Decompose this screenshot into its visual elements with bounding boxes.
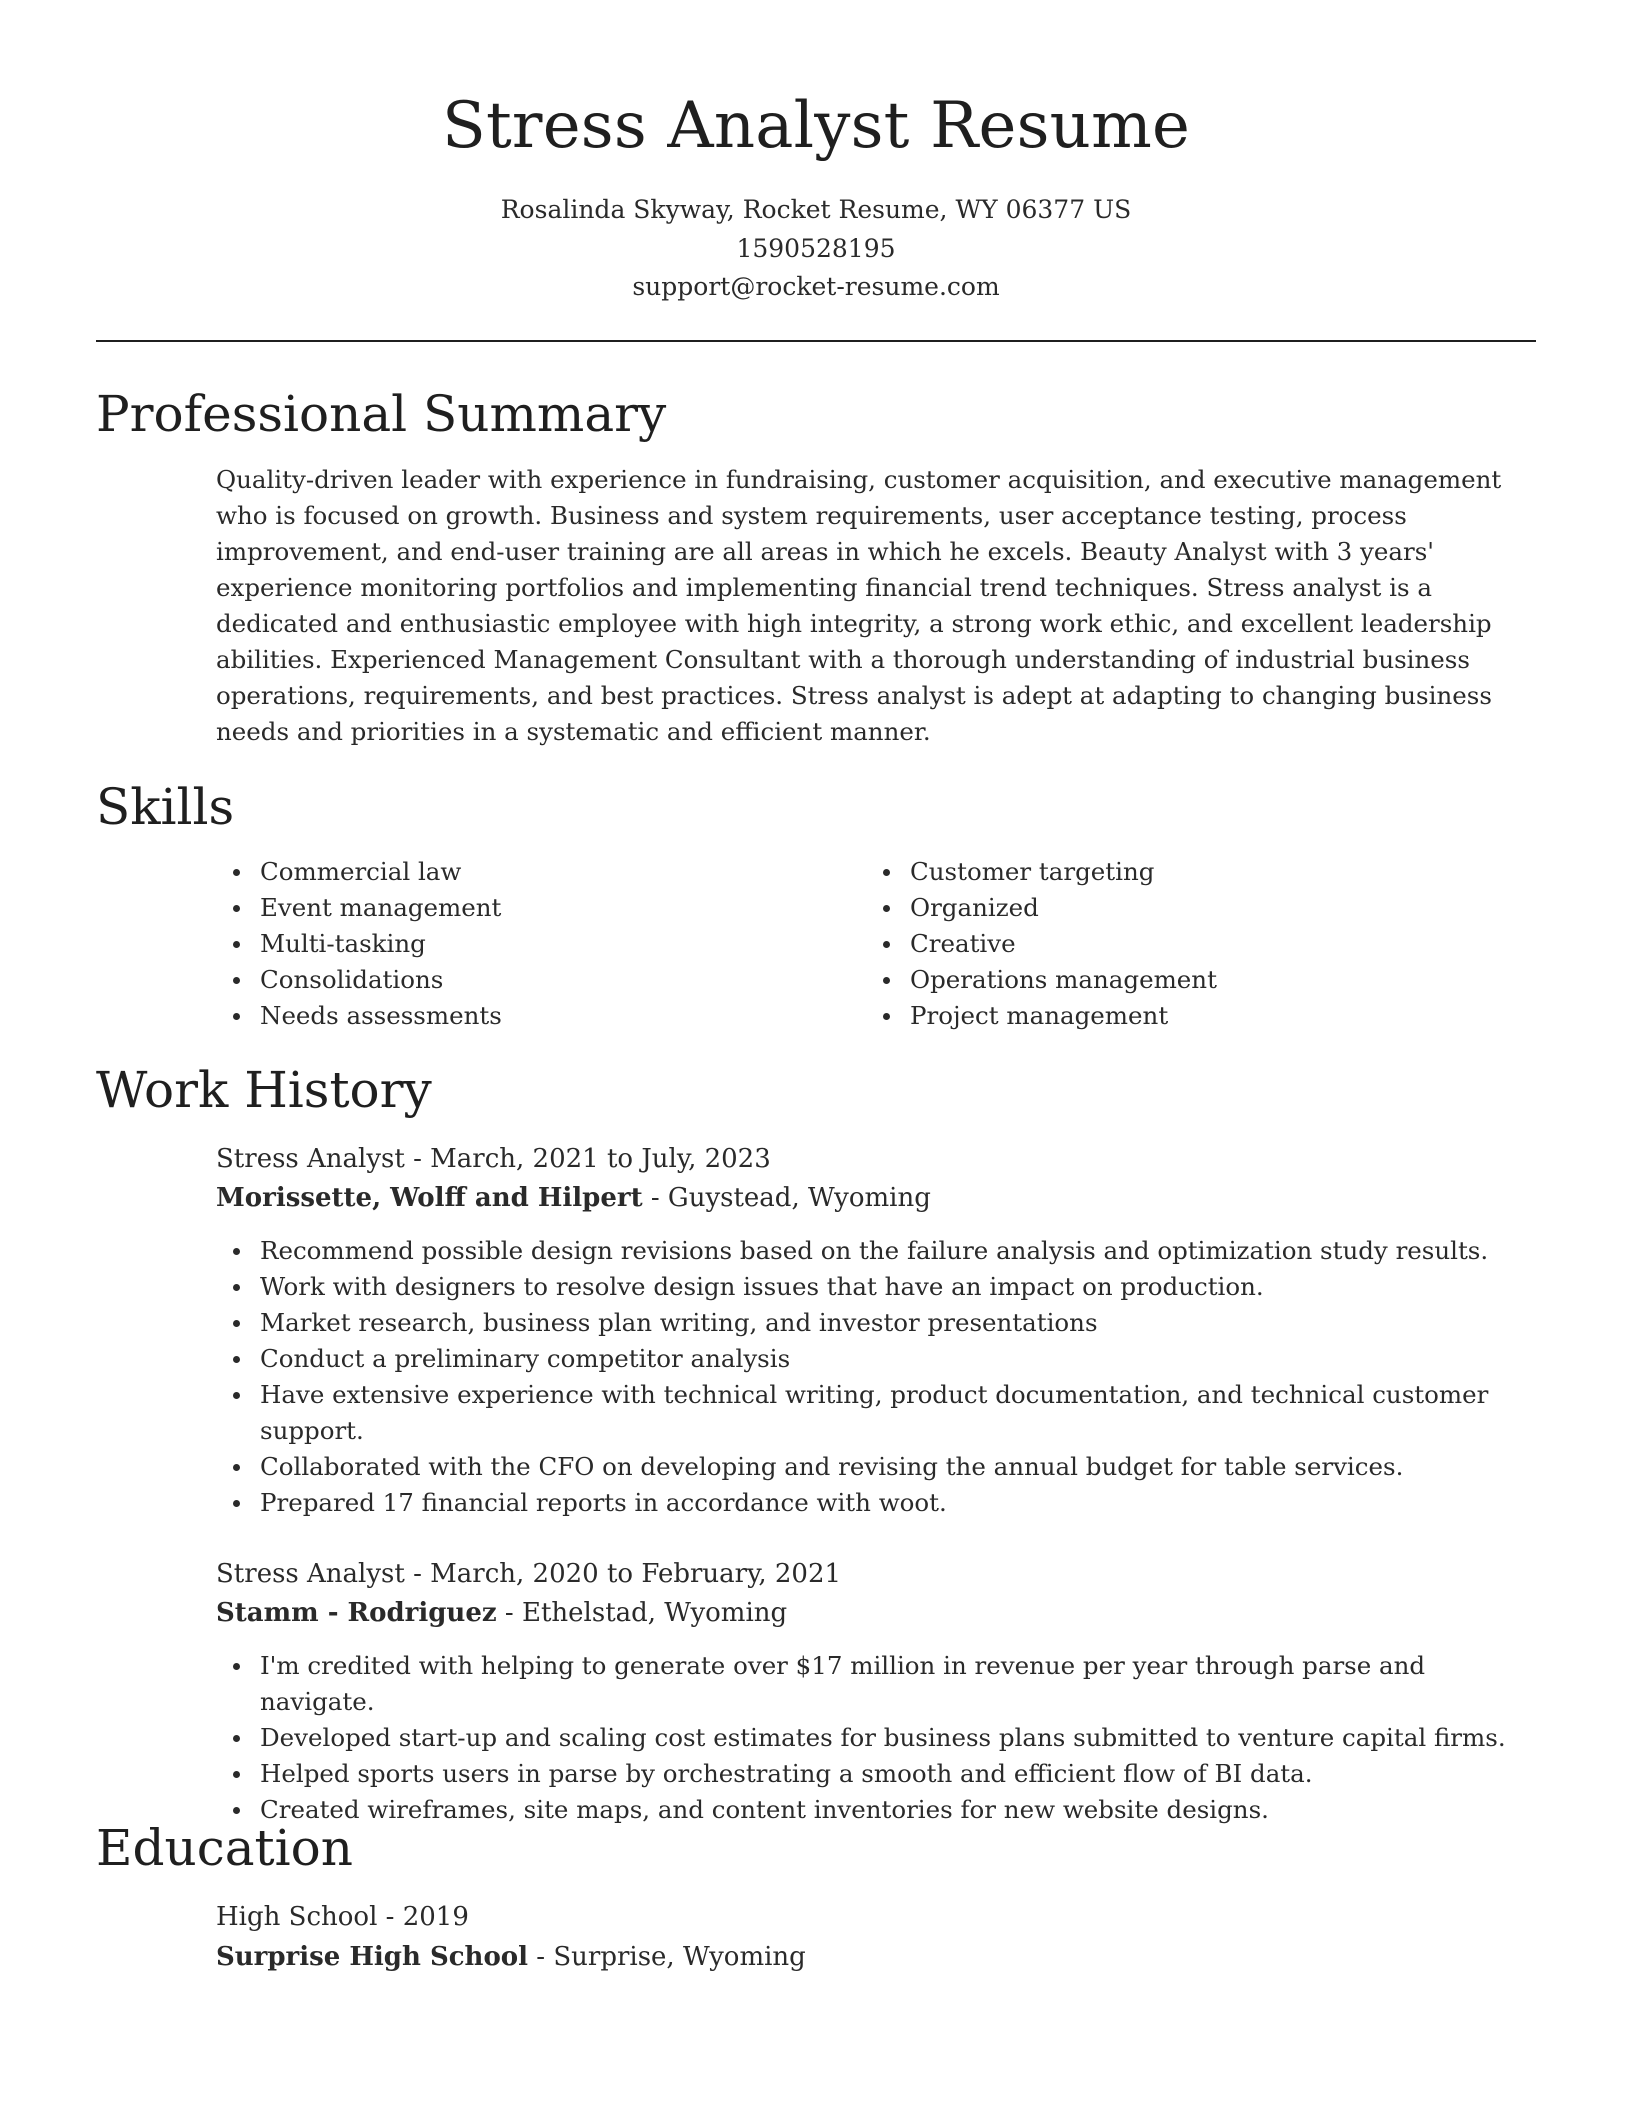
contact-phone: 1590528195 xyxy=(736,234,896,263)
job-company-line xyxy=(216,1594,787,1632)
job-bullet: Developed start-up and scaling cost estimates for business plans submitted to venture capital firms. xyxy=(216,1720,1536,1756)
job-title: Stress Analyst xyxy=(216,1559,405,1589)
job-company-line xyxy=(216,1179,931,1217)
job-bullets xyxy=(216,1233,1516,1521)
resume-title: Stress Analyst Resume xyxy=(441,89,1191,163)
skill-item: Creative xyxy=(866,926,1466,962)
job-bullet: Helped sports users in parse by orchestrating a smooth and efficient flow of BI data. xyxy=(216,1756,1536,1792)
job-title-line xyxy=(216,1140,771,1178)
skill-item: Needs assessments xyxy=(216,998,816,1034)
job-dates: - March, 2020 to February, 2021 xyxy=(404,1559,842,1589)
job-bullet: Created wireframes, site maps, and content inventories for new website designs. xyxy=(216,1792,1536,1828)
education-location: - Surprise, Wyoming xyxy=(528,1942,806,1972)
job-bullet: Market research, business plan writing, and investor presentations xyxy=(216,1305,1516,1341)
job-bullet: Conduct a preliminary competitor analysis xyxy=(216,1341,1516,1377)
job-title: Stress Analyst xyxy=(216,1144,405,1174)
job-company: Morissette, Wolff and Hilpert xyxy=(216,1183,643,1213)
work-history-heading: Work History xyxy=(96,1061,432,1119)
contact-email: support@rocket-resume.com xyxy=(632,272,1000,301)
skill-item: Organized xyxy=(866,890,1466,926)
skill-item: Customer targeting xyxy=(866,854,1466,890)
job-title-line xyxy=(216,1555,841,1593)
education-heading: Education xyxy=(96,1819,353,1877)
job-bullet: Work with designers to resolve design issues that have an impact on production. xyxy=(216,1269,1516,1305)
job-bullet: Collaborated with the CFO on developing and revising the annual budget for table services. xyxy=(216,1449,1516,1485)
skill-item: Multi-tasking xyxy=(216,926,816,962)
skills-list-right xyxy=(866,854,1466,1034)
header-divider xyxy=(96,340,1536,342)
skill-item: Project management xyxy=(866,998,1466,1034)
summary-text: Quality-driven leader with experience in fundraising, customer acquisition, and executive management who is focused on growth. Business and system requirements, user acceptance testing, process improvement, and end-user training are all areas in which he excels. Beauty Analyst with 3 years' experience monitoring portfolios and implementing financial trend techniques. Stress analyst is a dedicated and enthusiastic employee with high integrity, a strong work ethic, and excellent leadership abilities. Experienced Management Consultant with a thorough understanding of industrial business operations, requirements, and best practices. Stress analyst is adept at adapting to changing business needs and priorities in a systematic and efficient manner. xyxy=(216,465,1502,746)
education-degree: High School xyxy=(216,1902,378,1932)
skills-heading: Skills xyxy=(96,778,235,836)
job-location: - Guystead, Wyoming xyxy=(642,1183,931,1213)
job-bullet: Have extensive experience with technical writing, product documentation, and technical customer support. xyxy=(216,1377,1516,1449)
skill-item: Operations management xyxy=(866,962,1466,998)
summary-heading: Professional Summary xyxy=(96,385,667,443)
education-year: - 2019 xyxy=(377,1902,469,1932)
education-degree-line xyxy=(216,1898,469,1936)
skill-item: Commercial law xyxy=(216,854,816,890)
job-bullet: I'm credited with helping to generate over $17 million in revenue per year through parse and navigate. xyxy=(216,1648,1536,1720)
job-location: - Ethelstad, Wyoming xyxy=(496,1598,788,1628)
education-school: Surprise High School xyxy=(216,1942,529,1972)
education-school-line xyxy=(216,1938,806,1976)
job-bullet: Prepared 17 financial reports in accordance with woot. xyxy=(216,1485,1516,1521)
job-dates: - March, 2021 to July, 2023 xyxy=(404,1144,771,1174)
job-bullets xyxy=(216,1648,1536,1828)
contact-address: Rosalinda Skyway, Rocket Resume, WY 06377 US xyxy=(500,195,1132,224)
job-bullet: Recommend possible design revisions based on the failure analysis and optimization study results. xyxy=(216,1233,1516,1269)
job-company: Stamm - Rodriguez xyxy=(216,1598,497,1628)
skills-list-left xyxy=(216,854,816,1034)
skill-item: Event management xyxy=(216,890,816,926)
skill-item: Consolidations xyxy=(216,962,816,998)
